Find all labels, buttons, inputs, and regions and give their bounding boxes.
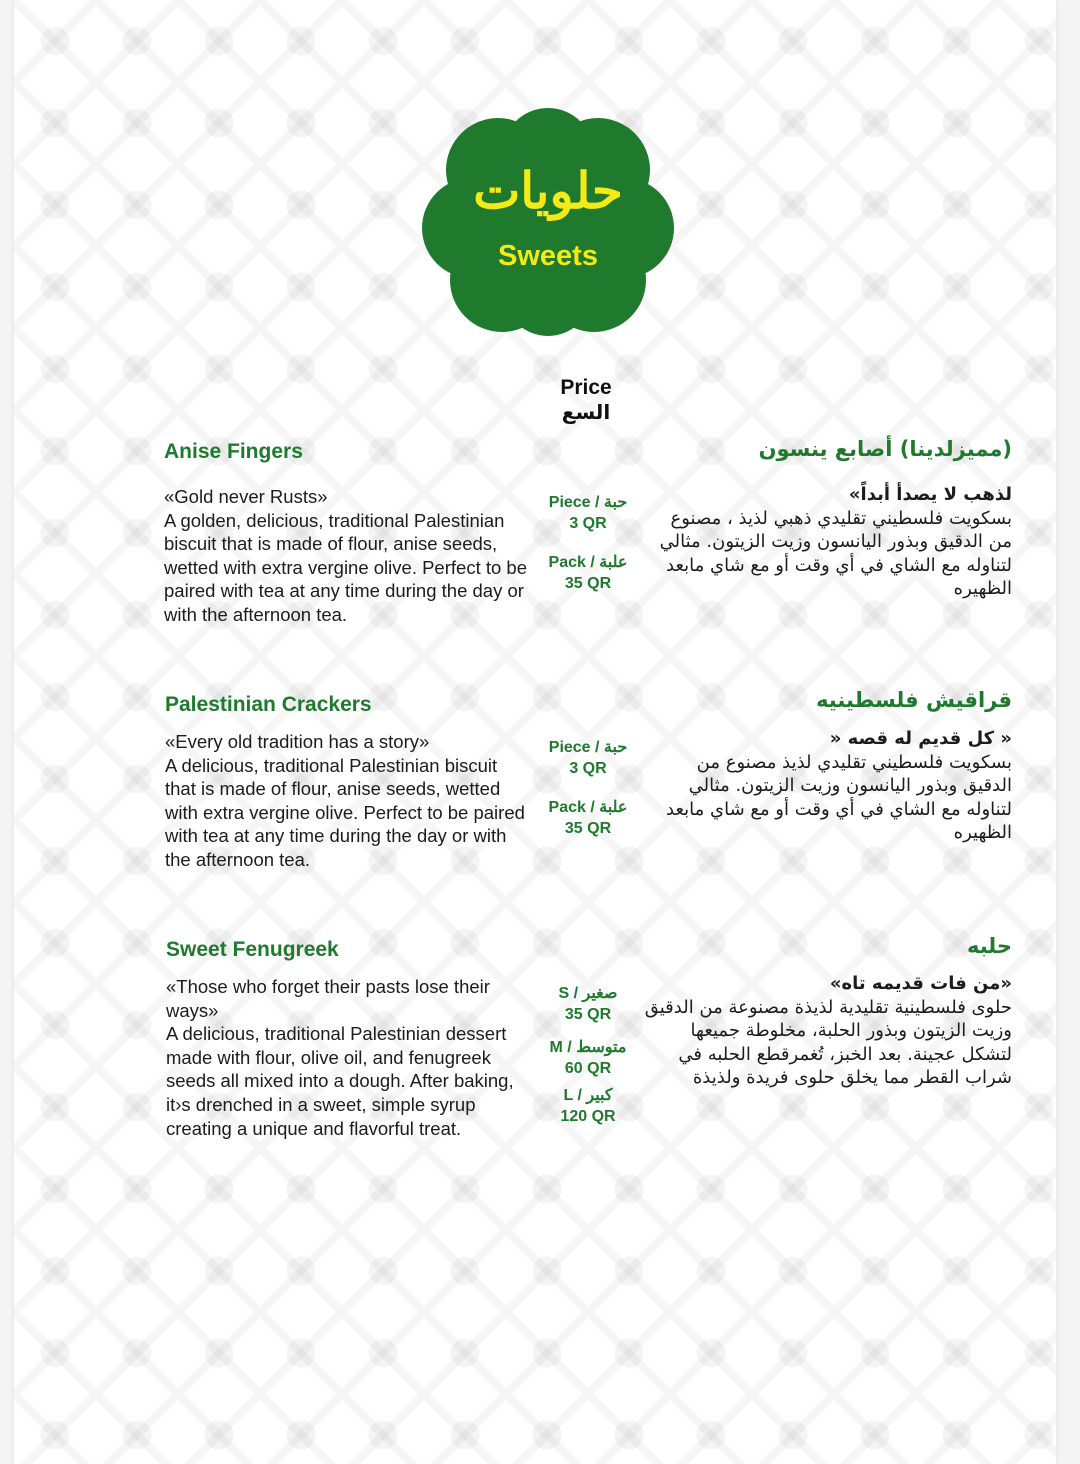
price-option xyxy=(536,984,640,1026)
price-label: S / صغير xyxy=(558,985,618,1002)
price-option xyxy=(536,553,640,595)
item-prices xyxy=(536,493,640,613)
item-description-en xyxy=(164,485,536,627)
item-description-ar xyxy=(642,972,1012,1090)
item-quote-ar: « كل قديم له قصه « xyxy=(829,728,1012,749)
cloud-shape-icon xyxy=(420,108,676,336)
item-prices xyxy=(536,984,640,1146)
section-title-en: Sweets xyxy=(498,240,598,272)
item-desc-ar: بسكويت فلسطيني تقليدي لذيذ مصنوع من الدقيق وبذور اليانسون وزيت الزيتون. مثالي لتناوله مع الشاي في أي وقت أو مع شاي مابعد الظهيره xyxy=(666,751,1012,844)
item-description-ar xyxy=(642,727,1012,845)
item-name-en: Sweet Fenugreek xyxy=(166,938,339,961)
price-column-header xyxy=(536,375,636,424)
item-quote-en: «Those who forget their pasts lose their ways» xyxy=(166,976,490,1021)
price-value: 35 QR xyxy=(564,1006,612,1023)
item-desc-en: A delicious, traditional Palestinian dessert made with flour, olive oil, and fenugreek seeds all mixed into a dough. After baking, it›s drenched in a sweet, simple syrup creating a unique and flavorful treat. xyxy=(166,1023,514,1139)
price-label: M / متوسط xyxy=(549,1039,627,1056)
item-quote-ar: لذهب لا يصدأ أبداً» xyxy=(848,484,1012,505)
item-name-ar: (مميزلدينا) أصابع ينسون xyxy=(758,437,1012,461)
item-description-en xyxy=(166,975,528,1140)
price-header-ar: السع xyxy=(561,400,611,425)
price-option xyxy=(536,738,640,780)
price-header-en: Price xyxy=(560,376,612,399)
price-label: Pack / علبة xyxy=(548,554,628,571)
item-quote-en: «Gold never Rusts» xyxy=(164,486,328,507)
price-option xyxy=(536,493,640,535)
price-label: Pack / علبة xyxy=(548,799,628,816)
price-option xyxy=(536,1038,640,1080)
price-value: 35 QR xyxy=(564,575,612,592)
price-label: Piece / حبة xyxy=(548,739,628,756)
price-value: 120 QR xyxy=(560,1108,616,1125)
price-value: 35 QR xyxy=(564,820,612,837)
item-description-ar xyxy=(642,483,1012,601)
item-prices xyxy=(536,738,640,858)
price-value: 3 QR xyxy=(569,760,607,777)
item-desc-en: A delicious, traditional Palestinian biscuit that is made of flour, anise seeds, wetted with extra vergine olive. Perfect to be paired with tea at any time during the day or with the afternoon tea. xyxy=(165,754,525,870)
item-quote-ar: «من فات قديمه تاه» xyxy=(829,973,1012,994)
price-option xyxy=(536,798,640,840)
item-desc-ar: بسكويت فلسطيني تقليدي ذهبي لذيذ ، مصنوع من الدقيق وبذور اليانسون وزيت الزيتون. مثالي لتناوله مع الشاي في أي وقت أو مع شاي مابعد الظهيره xyxy=(659,507,1012,600)
item-name-en: Palestinian Crackers xyxy=(165,693,372,716)
price-value: 60 QR xyxy=(564,1060,612,1077)
item-desc-en: A golden, delicious, traditional Palestinian biscuit that is made of flour, anise seeds, wetted with extra vergine olive. Perfect to be paired with tea at any time during the day or with the afternoon tea. xyxy=(164,509,527,625)
price-option xyxy=(536,1086,640,1128)
sweets-badge xyxy=(420,108,676,336)
item-name-ar: قراقيش فلسطينيه xyxy=(816,688,1012,712)
item-desc-ar: حلوى فلسطينية تقليدية لذيذة مصنوعة من الدقيق وزيت الزيتون وبذور الحلبة، مخلوطة جميعها لتشكل عجينة. بعد الخبز، تُغمرقطع الحلبه في شراب القطر مما يخلق حلوى فريدة ولذيذة xyxy=(644,996,1012,1089)
price-value: 3 QR xyxy=(569,515,607,532)
price-label: L / كبير xyxy=(563,1087,613,1104)
item-description-en xyxy=(165,730,533,872)
item-name-en: Anise Fingers xyxy=(164,440,303,463)
section-title-ar: حلويات xyxy=(473,161,623,220)
price-label: Piece / حبة xyxy=(548,494,628,511)
item-name-ar: حلبه xyxy=(966,934,1012,958)
item-quote-en: «Every old tradition has a story» xyxy=(165,731,430,752)
